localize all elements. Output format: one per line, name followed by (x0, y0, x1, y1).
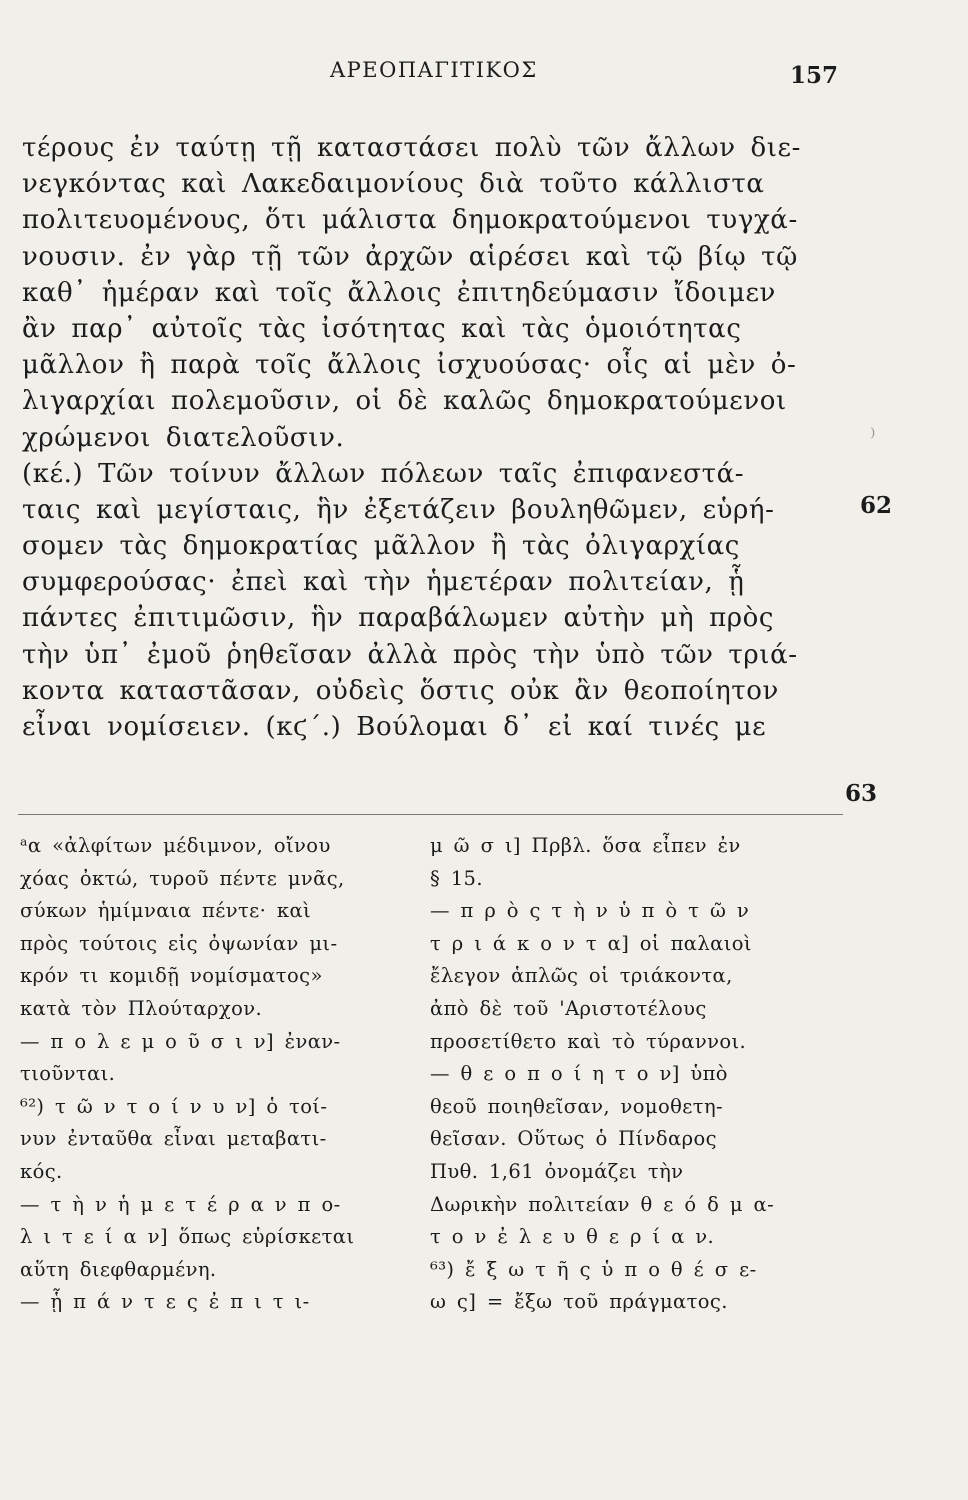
note-line: ⁶²) τ ῶ ν τ ο ί ν υ ν] ὁ τοί- (20, 1094, 328, 1118)
note-line: — ᾗ π ά ν τ ε ς ἐ π ι τ ι- (20, 1290, 310, 1314)
note-line: αὕτη διεφθαρμένη. (20, 1257, 217, 1281)
note-line: τ ρ ι ά κ ο ν τ α] οἱ παλαιοὶ (430, 931, 752, 955)
note-line: κός. (20, 1159, 63, 1183)
footnotes-right-column (430, 830, 830, 1319)
text-line: πάντες ἐπιτιμῶσιν, ἣν παραβάλωμεν αὐτὴν μὴ πρὸς (22, 603, 775, 634)
note-line: κατὰ τὸν Πλούταρχον. (20, 996, 263, 1020)
main-text (22, 130, 852, 745)
text-line: νουσιν. ἐν γὰρ τῇ τῶν ἀρχῶν αἱρέσει καὶ τῷ βίῳ τῷ (22, 241, 798, 272)
note-line: ω ς] = ἔξω τοῦ πράγματος. (430, 1290, 728, 1314)
page-header (0, 58, 968, 98)
text-line: ταις καὶ μεγίσταις, ἣν ἐξετάζειν βουληθῶμεν, εὑρή- (22, 494, 775, 525)
text-line: μᾶλλον ἢ παρὰ τοῖς ἄλλοις ἰσχυούσας· οἷς αἱ μὲν ὀ- (22, 350, 797, 381)
text-line: (κέ.) Τῶν τοίνυν ἄλλων πόλεων ταῖς ἐπιφανεστά- (22, 458, 745, 489)
note-line: κρόν τι κομιδῇ νομίσματος» (20, 964, 323, 988)
text-line: εἶναι νομίσειεν. (κϛ΄.) Βούλομαι δ᾽ εἰ καί τινές με (22, 712, 767, 742)
text-line: κοντα καταστᾶσαν, οὐδεὶς ὅστις οὐκ ἂν θεοποίητον (22, 675, 779, 706)
text-line: τέρους ἐν ταύτῃ τῇ καταστάσει πολὺ τῶν ἄλλων διε- (22, 133, 801, 163)
note-line: — π ο λ ε μ ο ῦ σ ι ν] ἐναν- (20, 1029, 341, 1053)
note-line: μ ῶ σ ι] Πρβλ. ὅσα εἶπεν ἐν (430, 834, 741, 857)
text-line: νεγκόντας καὶ Λακεδαιμονίους διὰ τοῦτο κάλλιστα (22, 169, 765, 200)
text-line: σομεν τὰς δημοκρατίας μᾶλλον ἢ τὰς ὀλιγαρχίας (22, 531, 740, 562)
note-line: — τ ὴ ν ἡ μ ε τ έ ρ α ν π ο- (20, 1192, 341, 1216)
note-line: ᵃα «ἀλφίτων μέδιμνον, οἴνου (20, 834, 331, 857)
note-line: ἔλεγον ἁπλῶς οἱ τριάκοντα, (430, 964, 733, 988)
note-line: Δωρικὴν πολιτείαν θ ε ό δ μ α- (430, 1192, 775, 1216)
note-line: λ ι τ ε ί α ν] ὅπως εὑρίσκεται (20, 1225, 355, 1249)
note-line: ⁶³) ἔ ξ ω τ ῆ ς ὑ π ο θ έ σ ε- (430, 1257, 757, 1281)
note-line: — π ρ ὸ ς τ ὴ ν ὑ π ὸ τ ῶ ν (430, 899, 750, 923)
note-line: § 15. (430, 866, 483, 890)
note-line: σύκων ἡμίμναια πέντε· καὶ (20, 899, 312, 923)
note-line: Πυθ. 1,61 ὀνομάζει τὴν (430, 1159, 684, 1183)
note-line: πρὸς τούτοις εἰς ὀψωνίαν μι- (20, 931, 338, 955)
note-line: προσετίθετο καὶ τὸ τύραννοι. (430, 1029, 747, 1053)
text-line: χρώμενοι διατελοῦσιν. (22, 422, 345, 453)
text-line: ἂν παρ᾽ αὐτοῖς τὰς ἰσότητας καὶ τὰς ὁμοιότητας (22, 313, 742, 344)
text-line: λιγαρχίαι πολεμοῦσιν, οἱ δὲ καλῶς δημοκρατούμενοι (22, 386, 787, 417)
note-line: θεοῦ ποιηθεῖσαν, νομοθετη- (430, 1094, 724, 1118)
note-line: τ ο ν ἐ λ ε υ θ ε ρ ί α ν. (430, 1225, 715, 1249)
note-line: θεῖσαν. Οὕτως ὁ Πίνδαρος (430, 1127, 717, 1151)
note-line: τιοῦνται. (20, 1062, 116, 1086)
text-line: πολιτευομένους, ὅτι μάλιστα δημοκρατούμενοι τυγχά- (22, 205, 798, 236)
note-line: ἀπὸ δὲ τοῦ 'Αριστοτέλους (430, 996, 707, 1020)
margin-pencil-mark: ⁾ (870, 425, 876, 450)
margin-section-number: 63 (845, 780, 878, 807)
footnote-divider (18, 814, 843, 815)
note-line: χόας ὀκτώ, τυροῦ πέντε μνᾶς, (20, 866, 345, 890)
text-line: συμφερούσας· ἐπεὶ καὶ τὴν ἡμετέραν πολιτείαν, ᾗ (22, 567, 745, 598)
note-line: νυν ἐνταῦθα εἶναι μεταβατι- (20, 1127, 327, 1151)
footnotes-left-column (20, 830, 405, 1319)
text-line: καθ᾽ ἡμέραν καὶ τοῖς ἄλλοις ἐπιτηδεύμασιν ἴδοιμεν (22, 277, 776, 308)
margin-section-number: 62 (860, 492, 893, 519)
note-line: — θ ε ο π ο ί η τ ο ν] ὑπὸ (430, 1062, 728, 1086)
page-number: 157 (790, 62, 839, 89)
running-title: ΑΡΕΟΠΑΓΙΤΙΚΟΣ (330, 58, 538, 82)
text-line: τὴν ὑπ᾽ ἐμοῦ ῥηθεῖσαν ἀλλὰ πρὸς τὴν ὑπὸ τῶν τριά- (22, 639, 798, 670)
